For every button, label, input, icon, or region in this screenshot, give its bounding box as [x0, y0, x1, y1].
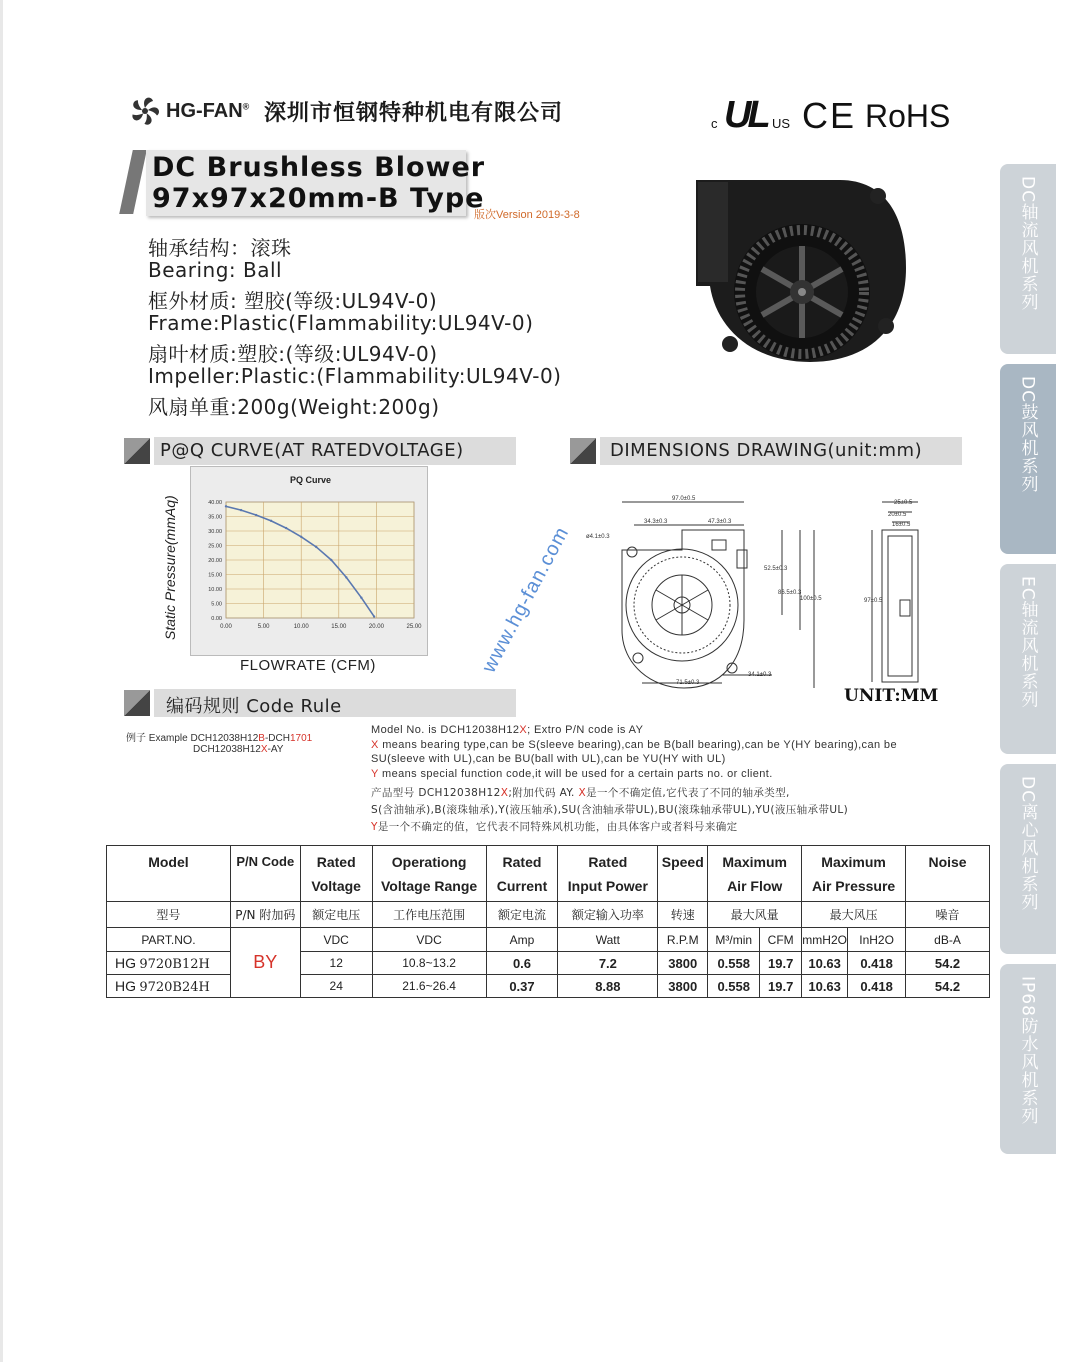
th-pn: P/N Code — [230, 846, 300, 902]
ul-c-mark: c — [711, 116, 718, 131]
pq-x-tick-label: 10.00 — [293, 624, 309, 630]
pq-curve-point — [255, 514, 257, 516]
side-tab-dc-axial[interactable]: DC轴流风机系列 — [1000, 164, 1056, 354]
drawing-unit: UNIT:MM — [844, 686, 939, 706]
product-photo — [690, 176, 910, 371]
dim-section-triangle-icon — [570, 438, 598, 464]
code-rule-line3: SU(sleeve with UL),can be BU(ball with UL),can be YU(HY with UL) — [371, 753, 726, 765]
row1-rated-voltage: 12 — [300, 952, 372, 975]
unit-noise: dB-A — [906, 928, 990, 952]
spec-table — [106, 845, 990, 998]
code-rule-line7: Y是一个不确定的值，它代表不同特殊风机功能，由具体客户或者料号来确定 — [371, 821, 738, 833]
unit-rated-power: Watt — [558, 928, 658, 952]
pq-curve-point — [300, 536, 302, 538]
dim-34-1: 34.1±0.3 — [748, 672, 772, 678]
row2-cfm: 19.7 — [760, 975, 802, 998]
pq-chart — [190, 466, 426, 654]
row2-model: HG 9720B24H — [107, 975, 231, 998]
dim-25: 25±0.5 — [894, 500, 913, 506]
row1-rated-power: 7.2 — [558, 952, 658, 975]
rohs-mark: RoHS — [865, 98, 951, 134]
row1-rated-current: 0.6 — [486, 952, 558, 975]
unit-rated-voltage: VDC — [300, 928, 372, 952]
row2-mmh2o: 10.63 — [802, 975, 848, 998]
pq-curve-point — [330, 559, 332, 561]
th-speed: Speed — [658, 846, 708, 902]
pq-x-tick-label: 15.00 — [331, 624, 347, 630]
pq-y-tick-label: 20.00 — [208, 558, 222, 564]
code-section-bar — [154, 689, 516, 717]
brand-logo — [128, 94, 162, 133]
version-label: 版次Version 2019-3-8 — [474, 209, 580, 221]
th-air-flow: Maximum Air Flow — [708, 846, 802, 902]
product-title-line2: 97x97x20mm-B Type — [152, 183, 485, 214]
unit-mmh2o: mmH2O — [802, 928, 848, 952]
code-example-2: DCH12038H12X-AY — [193, 744, 284, 755]
code-section-title: 编码规则 Code Rule — [166, 696, 342, 717]
unit-inh2o: InH2O — [848, 928, 906, 952]
pq-x-tick-label: 25.00 — [406, 624, 422, 630]
code-rule-line1: Model No. is DCH12038H12X; Extro P/N code is AY — [371, 724, 644, 736]
code-rule-line5: 产品型号 DCH12038H12X;附加代码 AY. X是一个不确定值,它代表了不同的轴承类型, — [371, 787, 790, 799]
row2-m3min: 0.558 — [708, 975, 760, 998]
product-title-line1: DC Brushless Blower — [152, 152, 486, 183]
row1-mmh2o: 10.63 — [802, 952, 848, 975]
pq-section-triangle-icon — [124, 438, 152, 464]
pq-y-tick-label: 10.00 — [208, 587, 222, 593]
pq-y-tick-label: 25.00 — [208, 543, 222, 550]
title-box — [146, 150, 486, 216]
code-rule-line2: X means bearing type,can be S(sleeve bearing),can be B(ball bearing),can be Y(HY bearing),can be — [371, 739, 897, 751]
pq-curve-point — [373, 615, 375, 617]
code-rule-line6: S(含油轴承),B(滚珠轴承),Y(液压轴承),SU(含油轴承带UL),BU(滚珠轴承带UL),YU(液压轴承带UL) — [371, 804, 849, 816]
table-header-row — [107, 846, 990, 902]
code-example-1: 例子 Example DCH12038H12B-DCH1701 — [126, 733, 313, 744]
fan-logo-icon — [128, 94, 162, 128]
dimension-drawing — [582, 490, 982, 710]
cn-air-pressure: 最大风压 — [802, 902, 906, 928]
unit-cfm: CFM — [760, 928, 802, 952]
row2-rated-current: 0.37 — [486, 975, 558, 998]
pq-y-tick-label: 5.00 — [211, 601, 222, 608]
pq-curve-point — [345, 576, 347, 578]
row2-operating-range: 21.6~26.4 — [372, 975, 486, 998]
pq-curve-point — [270, 520, 272, 522]
dim-86-5: 86.5±0.3 — [778, 590, 802, 596]
title-accent-bar — [119, 150, 147, 214]
pq-x-tick-label: 20.00 — [368, 624, 384, 630]
row2-inh2o: 0.418 — [848, 975, 906, 998]
pq-chart-title: PQ Curve — [290, 475, 332, 485]
pq-curve-point — [225, 505, 227, 507]
pq-y-tick-label: 40.00 — [208, 500, 222, 506]
spec-bearing-en: Bearing: Ball — [148, 258, 283, 282]
dim-section-bar — [600, 437, 962, 465]
spec-frame-cn: 框外材质: 塑胶(等级:UL94V-0) — [148, 289, 438, 313]
dim-52-5: 52.5±0.3 — [764, 566, 788, 572]
cn-model: 型号 — [107, 902, 231, 928]
cn-noise: 噪音 — [906, 902, 990, 928]
cn-rated-current: 额定电流 — [486, 902, 558, 928]
row2-noise: 54.2 — [906, 975, 990, 998]
side-tab-ip68[interactable]: IP68防水风机系列 — [1000, 964, 1056, 1154]
pq-curve-point — [285, 527, 287, 529]
spec-frame-en: Frame:Plastic(Flammability:UL94V-0) — [148, 311, 534, 335]
company-name: 深圳市恒钢特种机电有限公司 — [264, 101, 564, 126]
dim-16: 16±0.5 — [892, 522, 911, 528]
code-rule-line4: Y means special function code,it will be used for a certain parts no. or client. — [371, 768, 773, 780]
row2-speed: 3800 — [658, 975, 708, 998]
pn-code-value: BY — [230, 928, 300, 998]
cn-pn: P/N 附加码 — [230, 902, 300, 928]
brand-name: HG-FAN® — [166, 100, 250, 122]
row1-m3min: 0.558 — [708, 952, 760, 975]
row1-operating-range: 10.8~13.2 — [372, 952, 486, 975]
pq-chart-xlabel: FLOWRATE (CFM) — [240, 657, 376, 674]
dim-71-5: 71.5±0.3 — [676, 680, 700, 686]
pq-curve-point — [240, 509, 242, 511]
spec-bearing-cn: 轴承结构：滚珠 — [148, 236, 292, 260]
th-rated-current: Rated Current — [486, 846, 558, 902]
dim-hole: ø4.1±0.3 — [586, 534, 610, 540]
pq-y-tick-label: 0.00 — [211, 616, 222, 622]
certification-marks — [710, 94, 960, 138]
row1-model: HG 9720B12H — [107, 952, 231, 975]
pq-x-tick-label: 0.00 — [220, 624, 232, 630]
pq-section-title: P@Q CURVE(AT RATEDVOLTAGE) — [160, 440, 464, 461]
cn-rated-power: 额定输入功率 — [558, 902, 658, 928]
cn-rated-voltage: 额定电压 — [300, 902, 372, 928]
pq-x-tick-label: 5.00 — [257, 624, 270, 630]
row1-inh2o: 0.418 — [848, 952, 906, 975]
cn-operating-range: 工作电压范围 — [372, 902, 486, 928]
side-tab-dc-centrifugal[interactable]: DC离心风机系列 — [1000, 764, 1056, 954]
th-rated-voltage: Rated Voltage — [300, 846, 372, 902]
watermark-url: www.hg-fan.com — [478, 523, 574, 677]
side-tab-ec-axial[interactable]: EC轴流风机系列 — [1000, 564, 1056, 754]
code-section-triangle-icon — [124, 690, 152, 716]
page-edge — [0, 0, 3, 1362]
unit-rated-current: Amp — [486, 928, 558, 952]
th-model: Model — [107, 846, 231, 902]
unit-m3min: M³/min — [708, 928, 760, 952]
spec-impeller-en: Impeller:Plastic:(Flammability:UL94V-0) — [148, 364, 562, 388]
unit-operating-range: VDC — [372, 928, 486, 952]
cn-air-flow: 最大风量 — [708, 902, 802, 928]
spec-impeller-cn: 扇叶材质:塑胶:(等级:UL94V-0) — [148, 342, 438, 366]
cn-speed: 转速 — [658, 902, 708, 928]
dim-97: 97±0.5 — [864, 598, 883, 604]
row1-speed: 3800 — [658, 952, 708, 975]
dim-section-title: DIMENSIONS DRAWING(unit:mm) — [610, 440, 923, 461]
row1-noise: 54.2 — [906, 952, 990, 975]
side-tab-dc-blower[interactable]: DC鼓风机系列 — [1000, 364, 1056, 554]
unit-speed: R.P.M — [658, 928, 708, 952]
pq-y-tick-label: 15.00 — [208, 572, 222, 579]
dim-34-3: 34.3±0.3 — [644, 519, 668, 525]
th-air-pressure: Maximum Air Pressure — [802, 846, 906, 902]
dim-width: 97.0±0.5 — [672, 496, 696, 502]
table-cn-row — [107, 902, 990, 928]
pq-chart-ylabel: Static Pressure(mmAq) — [162, 495, 178, 640]
row2-rated-power: 8.88 — [558, 975, 658, 998]
ce-mark: CE — [802, 95, 857, 136]
pq-curve-point — [315, 546, 317, 548]
th-operating-range: Operationg Voltage Range — [372, 846, 486, 902]
dim-100: 100±0.5 — [800, 596, 822, 602]
dim-47-3: 47.3±0.3 — [708, 519, 732, 525]
pq-section-bar — [154, 437, 516, 465]
row1-cfm: 19.7 — [760, 952, 802, 975]
spec-weight: 风扇单重:200g(Weight:200g) — [148, 395, 440, 419]
dim-20: 20±0.5 — [888, 512, 907, 518]
row2-rated-voltage: 24 — [300, 975, 372, 998]
unit-part-no: PART.NO. — [107, 928, 231, 952]
pq-y-tick-label: 30.00 — [208, 529, 222, 535]
ul-us-mark: US — [772, 116, 791, 131]
pq-y-tick-label: 35.00 — [208, 514, 222, 521]
th-rated-power: Rated Input Power — [558, 846, 658, 902]
table-unit-row — [107, 928, 990, 952]
ul-mark: UL — [724, 94, 767, 136]
pq-curve-point — [360, 597, 362, 599]
th-noise: Noise — [906, 846, 990, 902]
